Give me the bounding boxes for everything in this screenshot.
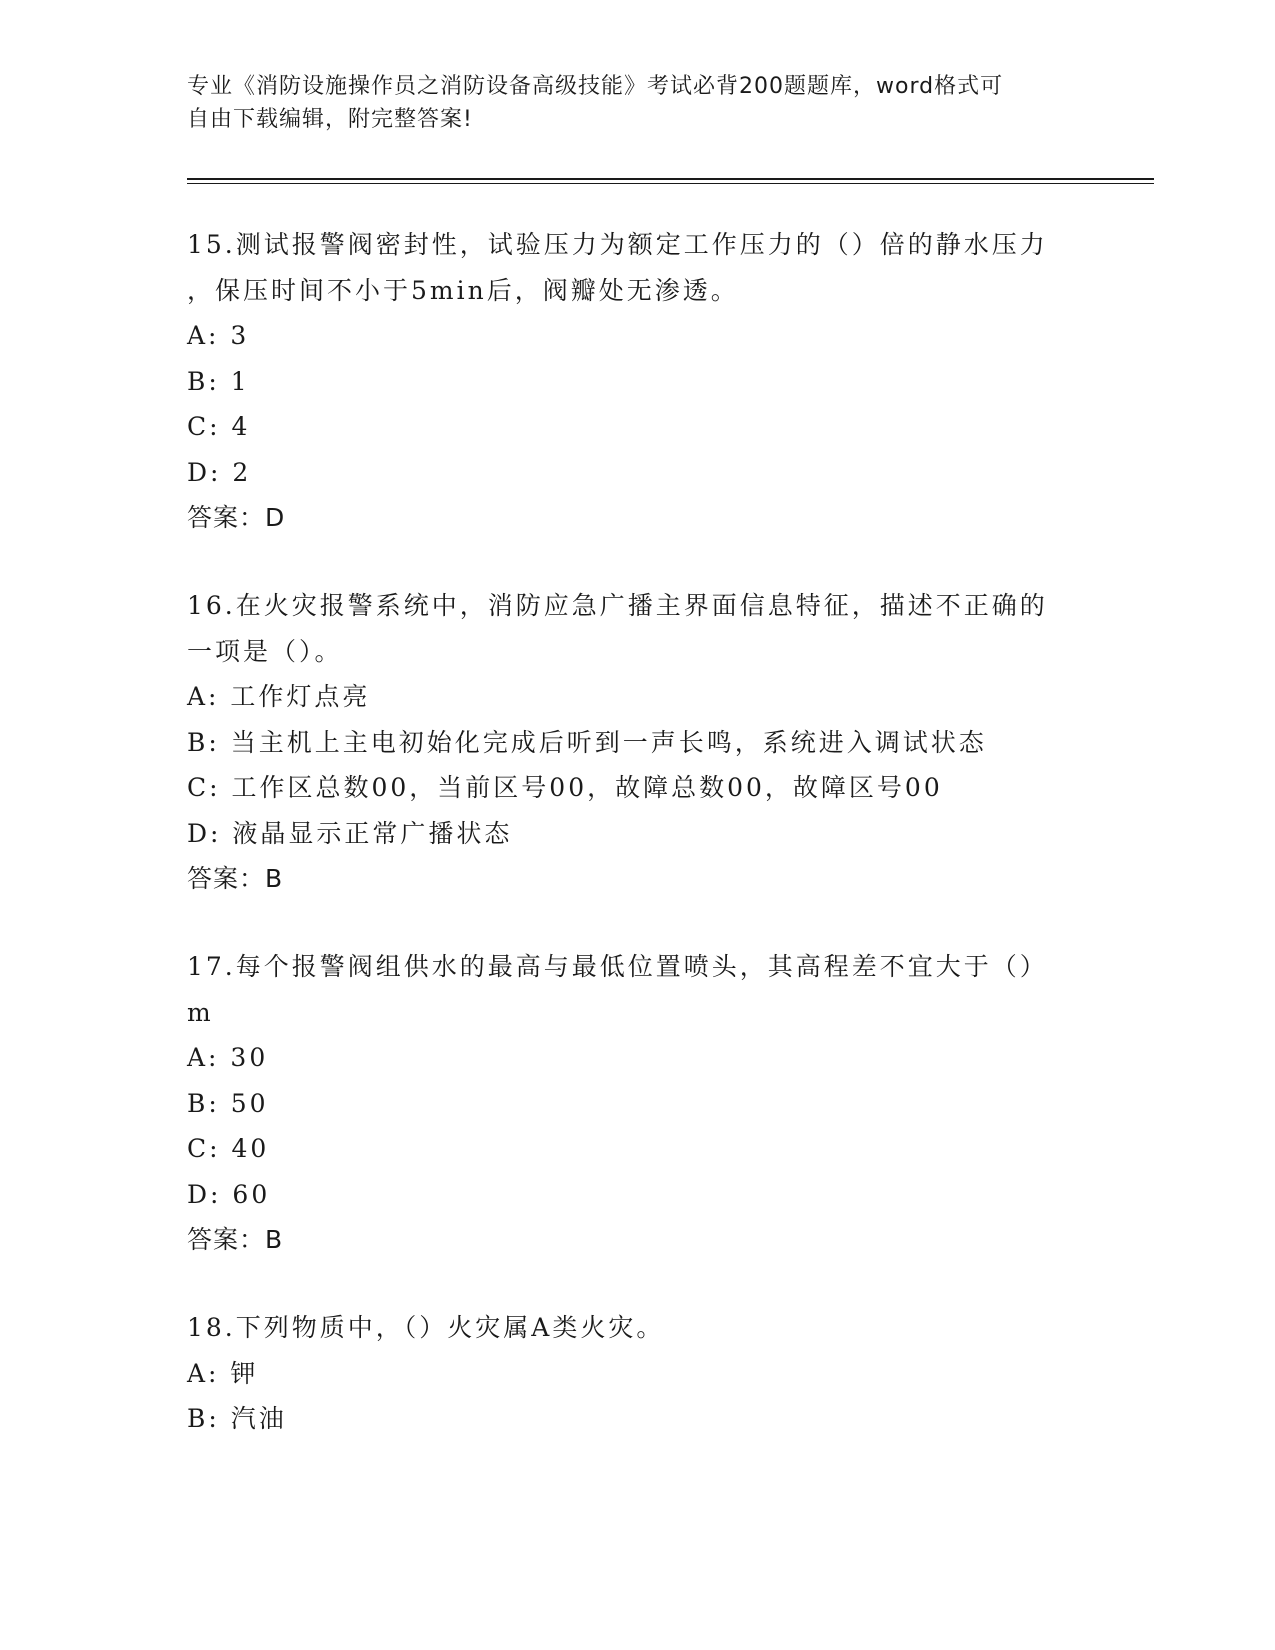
header-line-1: 专业《消防设施操作员之消防设备高级技能》考试必背200题题库，word格式可 xyxy=(187,74,1004,99)
option-c: C: 工作区总数00，当前区号00，故障总数00，故障区号00 xyxy=(187,773,943,802)
option-b: B: 汽油 xyxy=(187,1404,287,1433)
option-c: C: 40 xyxy=(187,1134,270,1163)
option-b: B: 1 xyxy=(187,366,250,396)
option-a: A: 30 xyxy=(187,1043,269,1072)
question-stem-line-2: m xyxy=(187,997,214,1027)
header-divider-thin xyxy=(187,183,1154,184)
option-c: C: 4 xyxy=(187,412,251,441)
question-18 xyxy=(187,1305,1087,1442)
answer: 答案：B xyxy=(187,1225,284,1254)
header-divider-thick xyxy=(187,178,1154,180)
option-b: B: 50 xyxy=(187,1088,269,1118)
answer: 答案：D xyxy=(187,503,286,532)
option-b: B: 当主机上主电初始化完成后听到一声长鸣，系统进入调试状态 xyxy=(187,727,987,757)
question-15 xyxy=(187,222,1087,541)
option-d: D: 2 xyxy=(187,457,252,487)
question-stem-line-2: ，保压时间不小于5min后，阀瓣处无渗透。 xyxy=(187,275,739,305)
question-stem-line-1: 18.下列物质中，（）火灾属A类火灾。 xyxy=(187,1313,665,1342)
answer: 答案：B xyxy=(187,864,284,893)
option-a: A: 3 xyxy=(187,321,250,350)
document-header xyxy=(187,70,1087,136)
option-d: D: 液晶显示正常广播状态 xyxy=(187,818,513,848)
question-stem-line-1: 16.在火灾报警系统中，消防应急广播主界面信息特征，描述不正确的 xyxy=(187,591,1048,620)
question-stem-line-1: 15.测试报警阀密封性，试验压力为额定工作压力的（）倍的静水压力 xyxy=(187,230,1048,259)
option-a: A: 工作灯点亮 xyxy=(187,682,371,711)
question-stem-line-2: 一项是（）。 xyxy=(187,636,343,666)
option-d: D: 60 xyxy=(187,1179,271,1209)
header-line-2: 自由下载编辑，附完整答案! xyxy=(187,107,473,132)
option-a: A: 钾 xyxy=(187,1358,259,1388)
question-stem-line-1: 17.每个报警阀组供水的最高与最低位置喷头，其高程差不宜大于（） xyxy=(187,952,1048,981)
question-16 xyxy=(187,583,1087,902)
question-17 xyxy=(187,944,1087,1263)
